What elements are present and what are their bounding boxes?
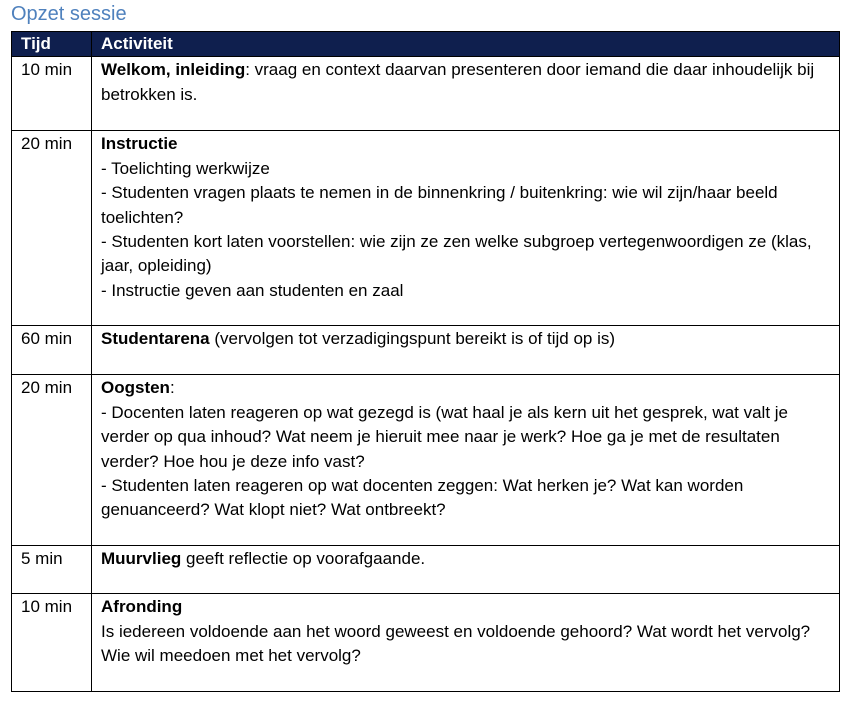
row-line: - Studenten laten reageren op wat docenten zeggen: Wat herken je? Wat kan worden genuanceerd? Wat klopt niet? Wat ontbreekt? (101, 476, 744, 520)
row-heading: Welkom, inleiding (101, 60, 246, 80)
row-heading: Oogsten (101, 378, 170, 398)
table-row (12, 131, 840, 326)
row-time: 60 min (12, 326, 92, 375)
table-row (12, 546, 840, 594)
table-header-row (12, 32, 840, 57)
row-line: - Toelichting werkwijze (101, 158, 270, 178)
row-heading: Muurvlieg (101, 549, 182, 569)
row-activity (92, 594, 840, 692)
table-row (12, 326, 840, 375)
row-heading: Instructie (101, 134, 178, 154)
table-row (12, 57, 840, 131)
row-heading: Studentarena (101, 329, 210, 349)
row-heading: Afronding (101, 597, 183, 617)
table-row (12, 594, 840, 692)
row-line: Is iedereen voldoende aan het woord geweest en voldoende gehoord? Wat wordt het vervolg? Wie wil meedoen met het vervolg? (101, 621, 811, 666)
row-time: 20 min (12, 131, 92, 326)
row-activity (92, 546, 840, 594)
row-time: 10 min (12, 594, 92, 692)
header-time: Tijd (12, 32, 92, 57)
row-heading-suffix: : vraag en context daarvan presenteren door iemand die daar inhoudelijk bij betrokken is. (101, 60, 815, 104)
row-time: 5 min (12, 546, 92, 594)
row-line: - Instructie geven aan studenten en zaal (101, 280, 404, 300)
row-activity (92, 326, 840, 375)
document-title: Opzet sessie (11, 3, 127, 25)
row-time: 20 min (12, 375, 92, 546)
row-line: - Studenten vragen plaats te nemen in de binnenkring / buitenkring: wie wil zijn/haar beeld toelichten? (101, 183, 778, 227)
row-activity (92, 375, 840, 546)
table-row (12, 375, 840, 546)
row-heading-suffix: (vervolgen tot verzadigingspunt bereikt is of tijd op is) (209, 329, 616, 349)
row-activity (92, 57, 840, 131)
row-line: - Studenten kort laten voorstellen: wie zijn ze zen welke subgroep vertegenwoordigen ze (klas, jaar, opleiding) (101, 232, 812, 276)
row-heading-suffix: geeft reflectie op voorafgaande. (181, 549, 426, 569)
row-time: 10 min (12, 57, 92, 131)
header-activity: Activiteit (92, 32, 840, 57)
row-line: - Docenten laten reageren op wat gezegd is (wat haal je als kern uit het gesprek, wat valt je verder op qua inhoud? Wat neem je hieruit mee naar je werk? Hoe ga je met de resultaten verder? Hoe hou je deze info vast? (101, 402, 788, 471)
session-table (11, 31, 840, 692)
row-heading-suffix: : (169, 378, 175, 398)
row-activity (92, 131, 840, 326)
